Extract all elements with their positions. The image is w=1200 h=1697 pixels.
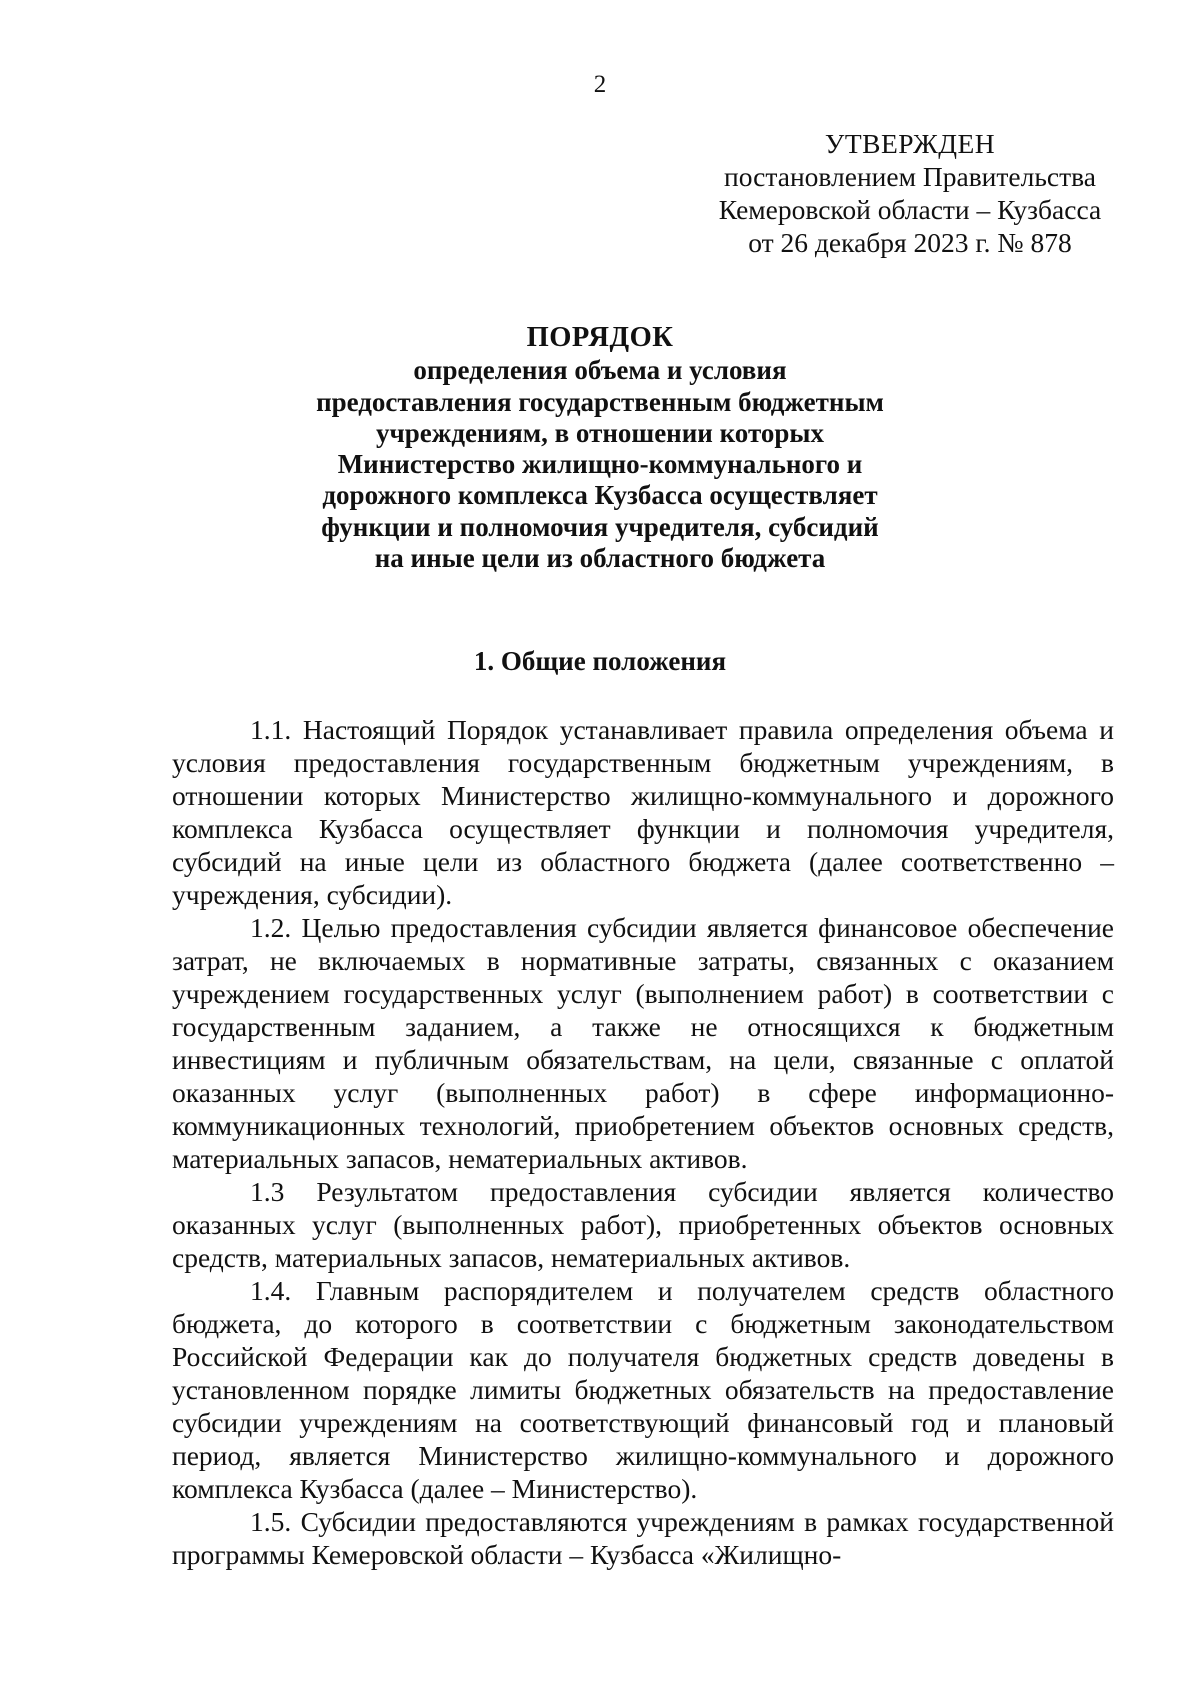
approval-line-1: постановлением Правительства xyxy=(724,161,1096,192)
paragraph-1-5: 1.5. Субсидии предоставляются учреждениям в рамках государственной программы Кемеровской области – Кузбасса «Жилищно- xyxy=(172,1506,1114,1570)
approval-stamp: УТВЕРЖДЕН xyxy=(824,128,996,159)
approval-line-3: от 26 декабря 2023 г. № 878 xyxy=(748,227,1072,258)
approval-line-2: Кемеровской области – Кузбасса xyxy=(718,194,1102,225)
document-title-line: на иные цели из областного бюджета xyxy=(374,543,826,574)
approval-block xyxy=(690,127,1130,259)
paragraph-1-2: 1.2. Целью предоставления субсидии является финансовое обеспечение затрат, не включаемых в нормативные затраты, связанных с оказанием учреждением государственных услуг (выполнением работ) в соответствии с государственным заданием, а также не относящихся к бюджетным инвестициям и публичным обязательствам, на цели, связанные с оплатой оказанных услуг (выполненных работ) в сфере информационно-коммуникационных технологий, приобретением объектов основных средств, материальных запасов, нематериальных активов. xyxy=(172,912,1114,1174)
document-title-line: функции и полномочия учредителя, субсидий xyxy=(321,511,879,542)
document-title-line: учреждениям, в отношении которых xyxy=(376,417,824,448)
document-title-line: Министерство жилищно-коммунального и xyxy=(337,449,863,480)
paragraph-1-1: 1.1. Настоящий Порядок устанавливает правила определения объема и условия предоставления государственным бюджетным учреждениям, в отношении которых Министерство жилищно-коммунального и дорожного комплекса Кузбасса осуществляет функции и полномочия учредителя, субсидий на иные цели из областного бюджета (далее соответственно – учреждения, субсидии). xyxy=(172,714,1114,910)
document-title-line: предоставления государственным бюджетным xyxy=(316,386,884,417)
section-body xyxy=(172,713,1114,1571)
paragraph-1-3: 1.3 Результатом предоставления субсидии является количество оказанных услуг (выполненных работ), приобретенных объектов основных средств, материальных запасов, нематериальных активов. xyxy=(172,1176,1114,1273)
section-heading: 1. Общие положения xyxy=(473,646,727,676)
page-number: 2 xyxy=(593,71,607,98)
document-title-main: ПОРЯДОК xyxy=(526,322,674,353)
document-title xyxy=(250,322,950,574)
paragraph-1-4: 1.4. Главным распорядителем и получателем средств областного бюджета, до которого в соответствии с бюджетным законодательством Российской Федерации как до получателя бюджетных средств доведены в установленном порядке лимиты бюджетных обязательств на предоставление субсидии учреждениям на соответствующий финансовый год и плановый период, является Министерство жилищно-коммунального и дорожного комплекса Кузбасса (далее – Министерство). xyxy=(172,1275,1114,1504)
document-title-line: определения объема и условия xyxy=(413,355,787,386)
document-title-line: дорожного комплекса Кузбасса осуществляет xyxy=(322,480,878,511)
